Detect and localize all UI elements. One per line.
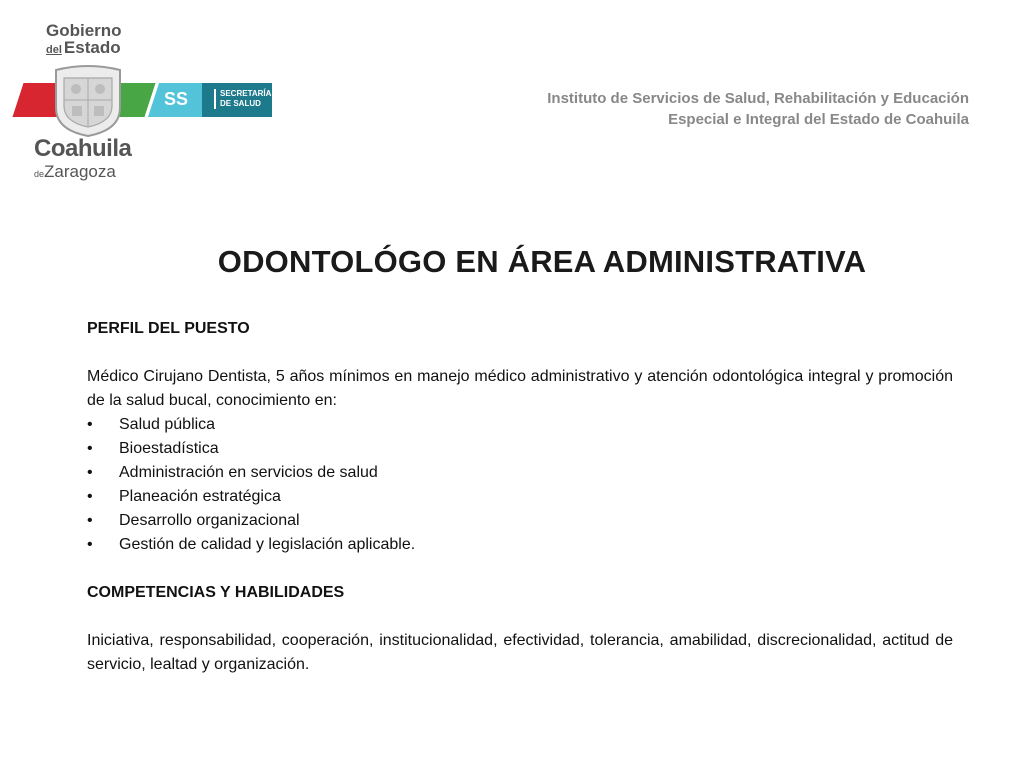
competencies-text: Iniciativa, responsabilidad, cooperación, institucionalidad, efectividad, tolerancia, amabilidad, discrecionalidad, actitud de servicio, lealtad y organización. <box>87 632 953 673</box>
list-item-text: Bioestadística <box>119 440 219 457</box>
spacer <box>87 557 953 581</box>
bullet-icon: • <box>87 464 93 481</box>
list-item <box>87 461 953 485</box>
list-item <box>87 509 953 533</box>
institute-line2: Especial e Integral del Estado de Coahuila <box>668 111 969 128</box>
secretaria-line1: SECRETARÍA <box>220 89 272 98</box>
secretaria-de-salud-logo <box>148 83 272 117</box>
logo-de: de <box>34 169 45 179</box>
page-title: ODONTOLÓGO EN ÁREA ADMINISTRATIVA <box>217 244 867 279</box>
bullet-icon: • <box>87 536 93 553</box>
profile-heading: PERFIL DEL PUESTO <box>87 320 250 337</box>
institute-line1: Instituto de Servicios de Salud, Rehabilitación y Educación <box>547 90 969 107</box>
secretaria-text <box>214 89 271 109</box>
logo-gobierno-text <box>46 22 146 57</box>
logo-zaragoza: Zaragoza <box>44 162 116 181</box>
logo-coahuila-text <box>34 136 154 182</box>
list-item-text: Planeación estratégica <box>119 488 281 505</box>
list-item <box>87 437 953 461</box>
logo-coahuila: Coahuila <box>34 135 132 162</box>
knowledge-list <box>87 413 953 557</box>
logo-gobierno: Gobierno <box>46 21 122 40</box>
spacer <box>87 341 953 365</box>
secretaria-line2: DE SALUD <box>220 99 261 108</box>
list-item-text: Administración en servicios de salud <box>119 464 378 481</box>
coat-of-arms-icon <box>46 64 130 138</box>
competencies-heading: COMPETENCIAS Y HABILIDADES <box>87 584 345 601</box>
logo-estado: Estado <box>63 38 121 57</box>
bullet-icon: • <box>87 440 93 457</box>
bullet-icon: • <box>87 512 93 529</box>
list-item-text: Gestión de calidad y legislación aplicable. <box>119 536 416 553</box>
spacer <box>87 605 953 629</box>
profile-intro: Médico Cirujano Dentista, 5 años mínimos en manejo médico administrativo y atención odontológica integral y promoción de la salud bucal, conocimiento en: <box>87 368 953 409</box>
bullet-icon: • <box>87 416 93 433</box>
bullet-icon: • <box>87 488 93 505</box>
coahuila-government-logo <box>16 18 276 183</box>
logo-del: del <box>46 44 62 56</box>
document-body <box>87 317 953 677</box>
list-item <box>87 533 953 557</box>
institute-name <box>547 88 969 130</box>
list-item <box>87 413 953 437</box>
list-item <box>87 485 953 509</box>
ss-text: SS <box>164 89 189 109</box>
list-item-text: Salud pública <box>119 416 216 433</box>
list-item-text: Desarrollo organizacional <box>119 512 300 529</box>
